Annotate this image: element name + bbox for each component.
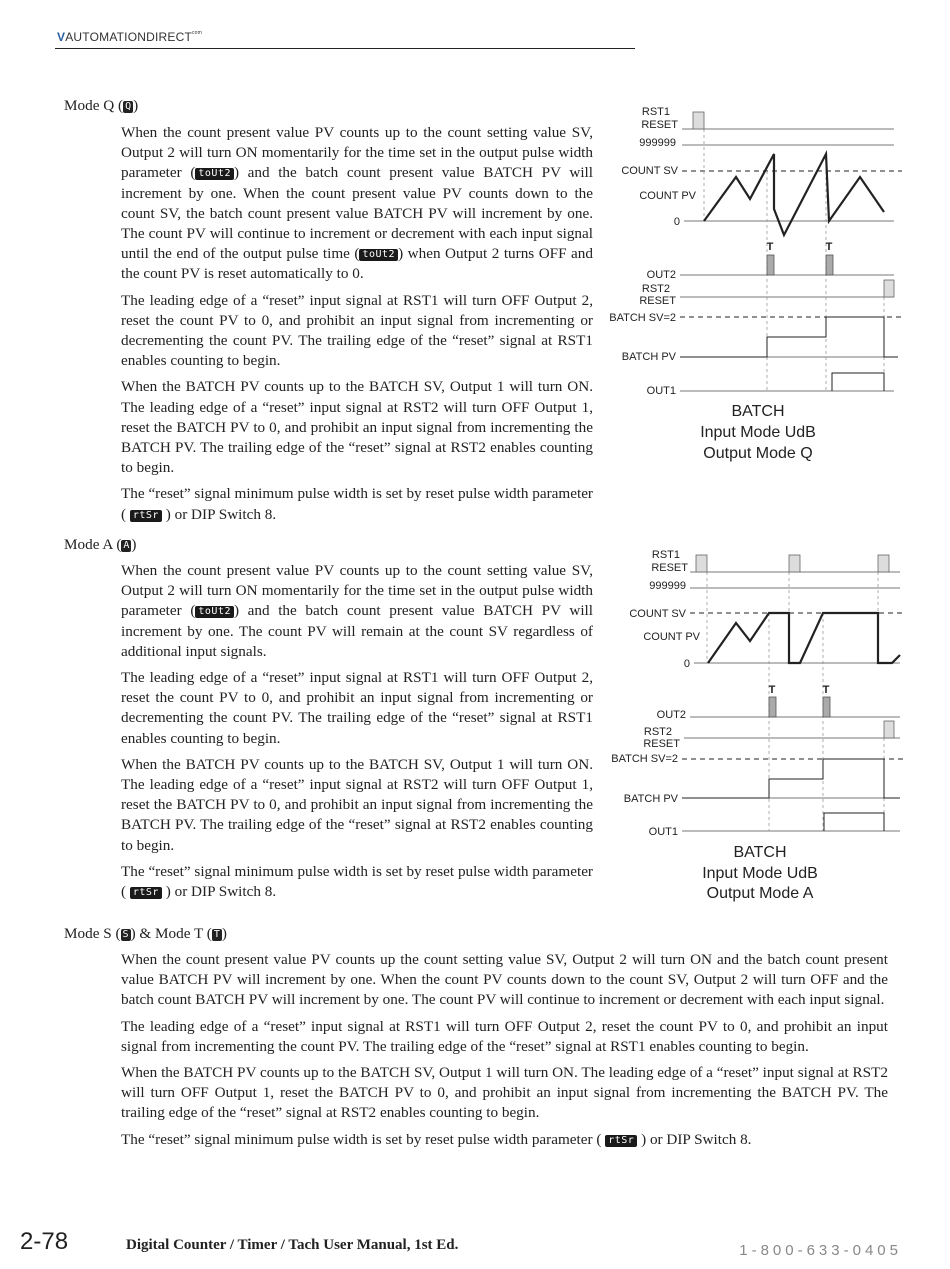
diagram-label: RST1 xyxy=(641,106,670,118)
pulse-time-mark: T xyxy=(825,241,833,253)
phone-number: 1-800-633-0405 xyxy=(739,1242,902,1259)
mode-st-paragraph-3: When the BATCH PV counts up to the BATCH SV, Output 1 will turn ON. The leading edge of a “reset” input signal at RST2 will turn OFF Output 1, reset the BATCH PV to 0, and prohibit an input signal from incrementing the BATCH PV. The trailing edge of the “reset” signal at RST2 enables counting to begin. xyxy=(121,1064,888,1122)
mode-st-heading xyxy=(64,925,227,943)
mode-q-paragraph-3: When the BATCH PV counts up to the BATCH SV, Output 1 will turn ON. The leading edge of a “reset” input signal at RST2 will turn OFF Output 1, reset the BATCH PV to 0, and prohibit an input signal from incrementing the BATCH PV. The trailing edge of the “reset” signal at RST2 enables counting to begin. xyxy=(121,378,593,477)
brand-name: AUTOMATIONDIRECT xyxy=(65,30,192,44)
mode-a-timing-diagram xyxy=(598,543,908,908)
mode-st-heading-text: Mode S ( xyxy=(64,925,121,942)
toUt2-parameter-icon: toUt2 xyxy=(195,168,234,180)
text-run: ) or DIP Switch 8. xyxy=(161,883,277,901)
diagram-label: OUT1 xyxy=(646,385,676,397)
diagram-label: OUT1 xyxy=(648,826,678,838)
mode-q-heading xyxy=(64,97,138,115)
page-header xyxy=(55,28,635,49)
diagram-label: BATCH PV xyxy=(623,793,678,805)
diagram-label: BATCH PV xyxy=(621,351,676,363)
diagram-label: BATCH SV=2 xyxy=(609,312,676,324)
diagram-caption: Output Mode Q xyxy=(703,445,813,462)
diagram-label: RST2 xyxy=(643,726,672,738)
mode-q-paragraph-1 xyxy=(121,123,593,285)
mode-q-paragraph-2: The leading edge of a “reset” input signal at RST1 will turn OFF Output 2, reset the count PV to 0, and prohibit an input signal from incrementing or decrementing the count PV. The trailing edge of the “reset” signal at RST1 enables counting to begin. xyxy=(121,291,593,370)
diagram-label: RESET xyxy=(651,562,688,574)
pulse-time-mark: T xyxy=(822,684,830,696)
rtSr-parameter-icon: rtSr xyxy=(605,1135,637,1147)
mode-q-heading-end: ) xyxy=(133,97,139,114)
diagram-label: BATCH SV=2 xyxy=(611,753,678,765)
diagram-label: RST1 xyxy=(651,549,680,561)
diagram-label: 0 xyxy=(673,216,680,228)
pulse-time-mark: T xyxy=(768,684,776,696)
diagram-label: 999999 xyxy=(649,580,686,592)
mode-st-paragraph-2: The leading edge of a “reset” input signal at RST1 will turn OFF Output 2, reset the count PV to 0, and prohibit an input signal from incrementing the count PV. The trailing edge of the “reset” signal at RST1 enables counting to begin. xyxy=(121,1017,888,1055)
rtSr-parameter-icon: rtSr xyxy=(130,887,162,899)
mode-a-heading-text: Mode A ( xyxy=(64,536,122,553)
toUt2-parameter-icon: toUt2 xyxy=(359,249,398,261)
mode-st-heading-mid: ) & Mode T ( xyxy=(130,925,212,942)
mode-a-body xyxy=(121,561,593,908)
mode-t-icon: T xyxy=(213,929,220,940)
text-run: ) or DIP Switch 8. xyxy=(161,505,277,523)
diagram-caption: Input Mode UdB xyxy=(700,424,816,441)
diagram-label: RST2 xyxy=(641,283,670,295)
pulse-time-mark: T xyxy=(766,241,774,253)
diagram-label: OUT2 xyxy=(646,269,676,281)
diagram-label: OUT2 xyxy=(656,709,686,721)
mode-a-paragraph-4 xyxy=(121,862,593,902)
diagram-caption: Output Mode A xyxy=(706,885,814,902)
brand-suffix: com xyxy=(191,30,203,36)
mode-s-icon: S xyxy=(122,929,129,940)
diagram-label: COUNT PV xyxy=(639,190,696,202)
diagram-label: COUNT PV xyxy=(643,631,700,643)
text-run: ) when Output 2 turns OFF and the count PV is reset automatically to 0. xyxy=(121,245,593,283)
diagram-label: COUNT SV xyxy=(621,165,678,177)
text-run: When the count present value PV counts up to the count setting value SV, Output 2 will turn ON momentarily for the time set in the output pulse width parameter ( xyxy=(121,124,593,182)
diagram-label: RESET xyxy=(639,295,676,307)
diagram-caption: BATCH xyxy=(733,844,787,861)
mode-a-paragraph-2: The leading edge of a “reset” input signal at RST1 will turn OFF Output 2, reset the count PV to 0, and prohibit an input signal from incrementing or decrementing the count PV. The trailing edge of the “reset” signal at RST1 enables counting to begin. xyxy=(121,669,593,747)
mode-q-timing-diagram xyxy=(598,100,908,470)
text-run: When the count present value PV counts up to the count setting value SV, Output 2 will turn ON momentarily for the time set in the output pulse width parameter ( xyxy=(121,562,593,620)
text-run: The “reset” signal minimum pulse width is set by reset pulse width parameter ( xyxy=(121,485,593,523)
mode-q-body xyxy=(121,123,593,531)
mode-q-paragraph-4 xyxy=(121,484,593,524)
mode-q-icon: Q xyxy=(125,101,132,112)
diagram-label: 0 xyxy=(683,658,690,670)
text-run: ) or DIP Switch 8. xyxy=(637,1130,752,1148)
diagram-label: 999999 xyxy=(639,137,676,149)
brand-logo xyxy=(57,30,202,44)
diagram-caption: BATCH xyxy=(731,403,785,420)
mode-a-paragraph-3: When the BATCH PV counts up to the BATCH SV, Output 1 will turn ON. The leading edge of a “reset” input signal at RST2 will turn OFF Output 1, reset the BATCH PV to 0, and prohibit an input signal from incrementing the BATCH PV. The trailing edge of the “reset” signal at RST2 enables counting to begin. xyxy=(121,755,593,854)
mode-st-body xyxy=(121,950,888,1156)
mode-a-paragraph-1 xyxy=(121,561,593,662)
diagram-label: RESET xyxy=(643,738,680,750)
toUt2-parameter-icon: toUt2 xyxy=(195,606,234,618)
text-run: The “reset” signal minimum pulse width is set by reset pulse width parameter ( xyxy=(121,1130,606,1148)
page-number: 2-78 xyxy=(20,1228,69,1255)
diagram-caption: Input Mode UdB xyxy=(702,865,818,882)
manual-title: Digital Counter / Timer / Tach User Manual, 1st Ed. xyxy=(126,1237,459,1253)
brand-mark: V xyxy=(57,30,66,44)
mode-st-paragraph-4 xyxy=(121,1130,888,1150)
diagram-label: RESET xyxy=(641,119,678,131)
mode-q-heading-text: Mode Q ( xyxy=(64,97,124,114)
mode-a-heading-end: ) xyxy=(131,536,137,553)
text-run: ) and the batch count present value BATCH PV will increment by one. The count PV will remain at the count SV regardless of additional input signals. xyxy=(121,602,593,660)
rtSr-parameter-icon: rtSr xyxy=(130,510,162,522)
mode-st-paragraph-1: When the count present value PV counts up the count setting value SV, Output 2 will turn ON and the batch count present value BATCH PV will increment by one. When the count PV counts down to the count SV, Output 2 will turn OFF and the batch count BATCH PV will increment by one. The count PV will continue to increment or decrement with each input signal. xyxy=(121,951,888,1009)
diagram-label: COUNT SV xyxy=(629,608,686,620)
mode-a-heading xyxy=(64,536,136,554)
mode-st-heading-end: ) xyxy=(221,925,227,942)
mode-a-icon: A xyxy=(123,540,130,551)
text-run: The “reset” signal minimum pulse width is set by reset pulse width parameter ( xyxy=(121,862,593,901)
text-run: ) and the batch count present value BATCH PV will increment by one. When the count present value PV counts down to the count SV, the batch count present value BATCH PV will increment by one. The count PV will continue to increment or decrement with each input signal until the end of the output pulse time ( xyxy=(121,164,593,263)
